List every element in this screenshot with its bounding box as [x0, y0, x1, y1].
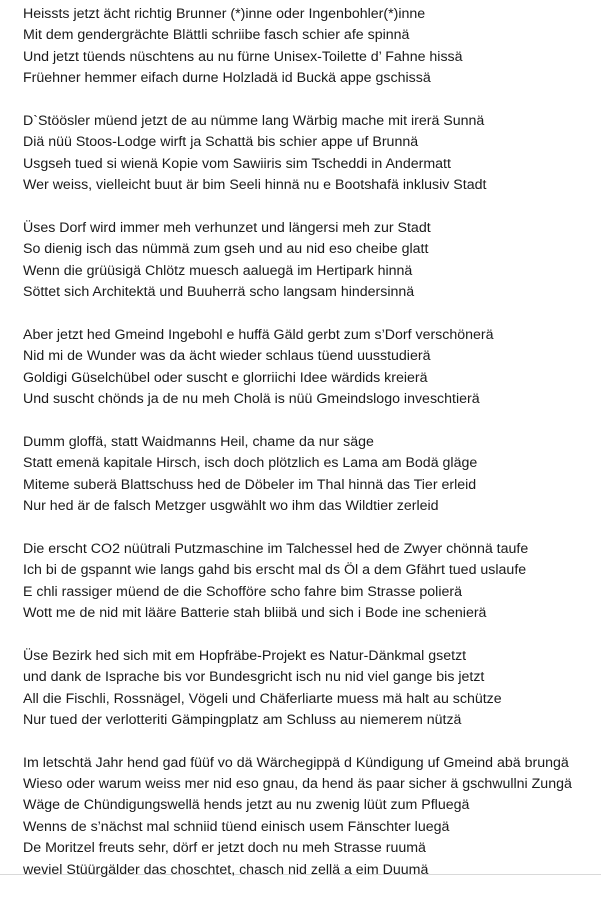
- text-line: Und suscht chönds ja de nu meh Cholä is nüü Gmeindslogo inveschtierä: [23, 391, 480, 408]
- text-line: Im letschtä Jahr hend gad füüf vo dä Wärchegippä d Kündigung uf Gmeind abä brungä: [23, 754, 569, 771]
- poem-body: [23, 4, 598, 902]
- stanza: [23, 432, 598, 518]
- text-line: D`Stöösler müend jetzt de au nümme lang Wärbig mache mit irerä Sunnä: [23, 112, 485, 129]
- text-line: Diä nüü Stoos-Lodge wirft ja Schattä bis schier appe uf Brunnä: [23, 134, 419, 151]
- text-line: Wer weiss, vielleicht buut är bim Seeli hinnä nu e Bootshafä inklusiv Stadt: [23, 177, 487, 194]
- text-line: De Moritzel freuts sehr, dörf er jetzt doch nu meh Strasse ruumä: [23, 840, 426, 857]
- stanza: [23, 753, 598, 881]
- text-line: Mit dem gendergrächte Blättli schriibe fasch schier afe spinnä: [23, 27, 410, 44]
- stanza: [23, 539, 598, 625]
- text-line: Usgseh tued si wienä Kopie vom Sawiiris sim Tscheddi in Andermatt: [23, 155, 451, 172]
- text-line: So dienig isch das nümmä zum gseh und au nid eso cheibe glatt: [23, 241, 429, 258]
- text-line: Die erscht CO2 nüütrali Putzmaschine im Talchessel hed de Zwyer chönnä taufe: [23, 540, 529, 557]
- text-line: Wenn die grüüsigä Chlötz muesch aaluegä im Hertipark hinnä: [23, 262, 413, 279]
- text-line: Wenns de s’nächst mal schniid tüend einisch usem Fänschter luegä: [23, 818, 450, 835]
- text-line: Statt emenä kapitale Hirsch, isch doch plötzlich es Lama am Bodä gläge: [23, 455, 478, 472]
- stanza: [23, 111, 598, 197]
- text-line: Wäge de Chündigungswellä hends jetzt au nu zwenig lüüt zum Pfluegä: [23, 797, 470, 814]
- stanza: [23, 646, 598, 732]
- text-line: Wott me de nid mit lääre Batterie stah bliibä und sich i Bode ine schenierä: [23, 604, 487, 621]
- text-line: weviel Stüürgälder das choschtet, chasch nid zellä a eim Duumä: [23, 861, 429, 878]
- text-line: Goldigi Güselchübel oder suscht e glorriichi Idee wärdids kreierä: [23, 369, 428, 386]
- stanza: [23, 4, 598, 90]
- text-line: Miteme suberä Blattschuss hed de Döbeler im Thal hinnä das Tier erleid: [23, 476, 477, 493]
- text-line: Söttet sich Architektä und Buuherrä scho langsam hindersinnä: [23, 284, 415, 301]
- stanza: [23, 218, 598, 304]
- text-line: All die Fischli, Rossnägel, Vögeli und Chäferliarte muess mä halt au schütze: [23, 690, 502, 707]
- text-line: Nur tued der verlotteriti Gämpingplatz am Schluss au niemerem nützä: [23, 711, 462, 728]
- text-line: Üse Bezirk hed sich mit em Hopfräbe-Projekt es Natur-Dänkmal gsetzt: [23, 647, 467, 664]
- text-line: Dumm gloffä, statt Waidmanns Heil, chame da nur säge: [23, 433, 374, 450]
- text-line: Nur hed är de falsch Metzger usgwählt wo ihm das Wildtier zerleid: [23, 497, 439, 514]
- stanza: [23, 325, 598, 411]
- text-line: E chli rassiger müend de die Schofföre scho fahre bim Strasse polierä: [23, 583, 462, 600]
- text-line: Ich bi de gspannt wie langs gahd bis erscht mal ds Öl a dem Gfährt tued uslaufe: [23, 562, 527, 579]
- text-line: Aber jetzt hed Gmeind Ingebohl e huffä Gäld gerbt zum s’Dorf verschönerä: [23, 326, 494, 343]
- text-line: Wieso oder warum weiss mer nid eso gnau, da hend äs paar sicher ä gschwullni Zungä: [23, 776, 572, 793]
- text-line: Und jetzt tüends nüschtens au nu fürne Unisex-Toilette d’ Fahne hissä: [23, 48, 463, 65]
- text-line: Üses Dorf wird immer meh verhunzet und längersi meh zur Stadt: [23, 219, 431, 236]
- text-line: und dank de Isprache bis vor Bundesgricht isch nu nid viel gange bis jetzt: [23, 669, 485, 686]
- text-line: Nid mi de Wunder was da ächt wieder schlaus tüend uusstudierä: [23, 348, 431, 365]
- text-line: Heissts jetzt ächt richtig Brunner (*)inne oder Ingenbohler(*)inne: [23, 6, 426, 22]
- text-line: Früehner hemmer eifach durne Holzladä id Buckä appe gschissä: [23, 70, 431, 87]
